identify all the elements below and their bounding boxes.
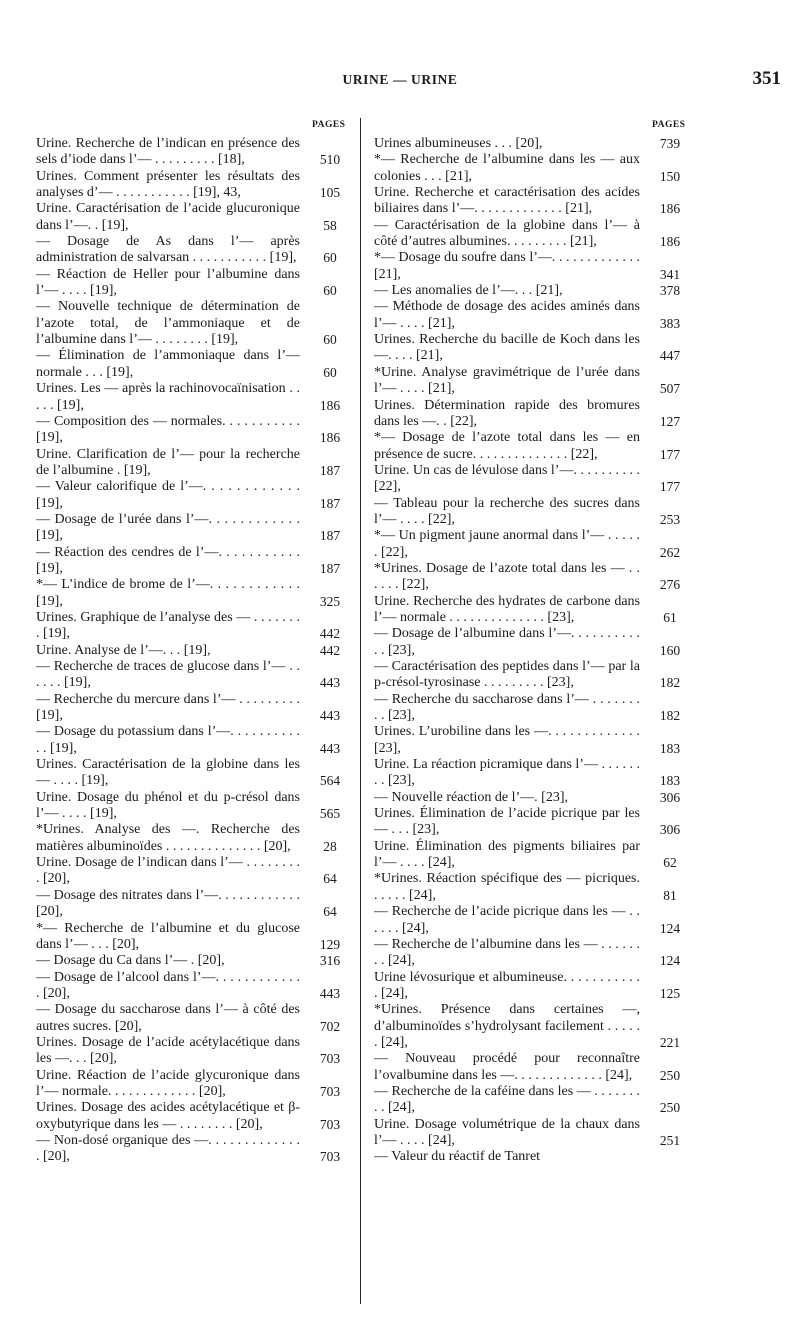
entry-text: — Dosage de l’urée dans l’—. . . . . . . . . . . . [19], (36, 511, 300, 544)
index-entry (36, 724, 350, 757)
entry-page-number: 183 (659, 740, 681, 756)
entry-page-number: 60 (323, 364, 337, 380)
entry-text: Urines. Comment présenter les résultats des analyses d’— . . . . . . . . . . . [19], 43, (36, 168, 300, 201)
entry-text: *— Dosage du soufre dans l’—. . . . . . . . . . . . . [21], (374, 250, 640, 282)
entry-page-number: 262 (659, 544, 681, 560)
index-entry (374, 299, 690, 332)
entry-page-number: 183 (659, 773, 681, 789)
entry-text: — Recherche de la caféine dans les — . . . . . . . . . [24], (374, 1083, 640, 1116)
index-entry (374, 871, 690, 904)
entry-page-number: 187 (319, 462, 341, 478)
entry-text: — Dosage de l’albumine dans l’—. . . . . . . . . . . . [23], (374, 626, 640, 658)
entry-text: Urine. Dosage de l’indican dans l’— . . . . . . . . . [20], (36, 855, 300, 887)
entry-text: Urines. Recherche du bacille de Koch dans les —. . . . [21], (374, 332, 640, 364)
index-column-right (374, 136, 690, 1166)
entry-text: — Les anomalies de l’—. . . [21], (374, 283, 563, 299)
entry-page-number: 276 (659, 577, 681, 593)
entry-text: — Nouvelle technique de détermination de l’azote total, de l’ammoniaque et de l’albumine dans l’— . . . . . . . . [19], (36, 299, 300, 348)
entry-page-number: 150 (659, 168, 681, 184)
entry-text: — Dosage de l’alcool dans l’—. . . . . . . . . . . . . [20], (36, 969, 300, 1001)
entry-page-number: 124 (659, 953, 681, 969)
index-entry (36, 512, 350, 545)
index-entry (36, 692, 350, 725)
running-title: URINE — URINE (342, 72, 458, 87)
index-entry (36, 643, 350, 659)
entry-text: Urine. Recherche et caractérisation des acides biliaires dans l’—. . . . . . . . . . . . . [21], (374, 185, 640, 217)
entry-page-number: 160 (659, 642, 681, 658)
entry-page-number: 306 (659, 822, 681, 838)
index-entry (374, 757, 690, 790)
entry-page-number: 378 (659, 283, 681, 299)
entry-page-number: 565 (319, 806, 341, 822)
index-entry (36, 577, 350, 610)
entry-page-number: 124 (659, 920, 681, 936)
entry-page-number: 129 (319, 936, 341, 952)
entry-page-number: 186 (319, 430, 341, 446)
entry-text: Urines. Graphique de l’analyse des — . . . . . . . . [19], (36, 609, 300, 642)
index-entry (374, 1117, 690, 1150)
index-entry (36, 855, 350, 888)
entry-page-number: 187 (319, 528, 341, 544)
entry-text: — Élimination de l’ammoniaque dans l’— normale . . . [19], (36, 348, 300, 380)
entry-page-number: 703 (319, 1051, 341, 1067)
index-entry (36, 234, 350, 267)
entry-page-number: 703 (319, 1083, 341, 1099)
entry-page-number: 177 (659, 446, 681, 462)
entry-page-number: 510 (319, 152, 341, 168)
entry-text: — Nouveau procédé pour reconnaître l’ovalbumine dans les —. . . . . . . . . . . . . [24], (374, 1051, 640, 1083)
entry-page-number: 60 (323, 283, 337, 299)
index-entry (374, 218, 690, 251)
entry-text: — Dosage du Ca dans l’— . [20], (36, 953, 225, 969)
entry-text: *Urines. Réaction spécifique des — picriques. . . . . . [24], (374, 871, 640, 903)
index-entry (374, 152, 690, 185)
entry-page-number: 186 (319, 397, 341, 413)
entry-page-number: 60 (323, 332, 337, 348)
entry-page-number: 58 (323, 217, 337, 233)
entry-page-number: 341 (659, 266, 681, 282)
entry-text: — Recherche de traces de glucose dans l’— . . . . . . [19], (36, 659, 300, 691)
index-entry (36, 169, 350, 202)
entry-page-number: 60 (323, 250, 337, 266)
entry-text: Urine. Recherche de l’indican en présence des sels d’iode dans l’— . . . . . . . . . [18], (36, 136, 300, 168)
entry-page-number: 443 (319, 675, 341, 691)
entry-text: — Caractérisation des peptides dans l’— par la p-crésol-tyrosinase . . . . . . . . . [23], (374, 659, 640, 691)
entry-text: Urine. Clarification de l’— pour la recherche de l’albumine . [19], (36, 446, 300, 478)
index-entry (36, 447, 350, 480)
entry-page-number: 442 (319, 642, 341, 658)
entry-page-number: 64 (323, 904, 337, 920)
entry-text: *— Dosage de l’azote total dans les — en présence de sucre. . . . . . . . . . . . . . [22], (374, 430, 640, 462)
entry-text: Urine. La réaction picramique dans l’— . . . . . . . . [23], (374, 757, 640, 789)
entry-text: — Valeur du réactif de Tanret (374, 1149, 541, 1165)
entry-page-number: 306 (659, 789, 681, 805)
entry-text: *Urines. Analyse des —. Recherche des matières albuminoïdes . . . . . . . . . . . . . . [20], (36, 822, 300, 854)
entry-page-number: 443 (319, 985, 341, 1001)
entry-text: — Recherche de l’acide picrique dans les — . . . . . . [24], (374, 904, 640, 936)
entry-text: Urine. Un cas de lévulose dans l’—. . . . . . . . . . [22], (374, 462, 640, 495)
entry-page-number: 105 (319, 185, 341, 201)
entry-page-number: 442 (319, 626, 341, 642)
index-entry (36, 790, 350, 823)
index-entry (374, 1051, 690, 1084)
entry-text: Urines. L’urobiline dans les —. . . . . . . . . . . . . [23], (374, 724, 640, 756)
entry-text: Urine. Analyse de l’—. . . [19], (36, 642, 211, 658)
entry-text: — Méthode de dosage des acides aminés dans l’— . . . . [21], (374, 299, 640, 331)
index-entry (374, 1149, 690, 1165)
entry-text: Urines. Dosage des acides acétylacétique et β-oxybutyrique dans les — . . . . . . . . [20], (36, 1100, 300, 1132)
entry-text: *— Un pigment jaune anormal dans l’— . . . . . . [22], (374, 528, 640, 560)
entry-text: Urines. Élimination de l’acide picrique par les — . . . [23], (374, 806, 640, 838)
entry-text: — Dosage des nitrates dans l’—. . . . . . . . . . . . [20], (36, 887, 300, 920)
entry-page-number: 250 (659, 1067, 681, 1083)
entry-page-number: 125 (659, 985, 681, 1001)
index-entry (374, 185, 690, 218)
entry-text: — Nouvelle réaction de l’—. [23], (374, 789, 568, 805)
entry-text: Urine. Réaction de l’acide glycuronique dans l’— normale. . . . . . . . . . . . . [20], (36, 1067, 300, 1099)
entry-page-number: 187 (319, 495, 341, 511)
entry-page-number: 28 (323, 838, 337, 854)
index-entry (36, 414, 350, 447)
entry-text: *— Recherche de l’albumine dans les — aux colonies . . . [21], (374, 152, 640, 184)
pages-column-label-right: PAGES (652, 120, 686, 130)
index-entry (36, 201, 350, 234)
entry-page-number: 61 (663, 609, 677, 625)
page-header (0, 68, 800, 92)
entry-text: — Recherche du mercure dans l’— . . . . . . . . . [19], (36, 691, 300, 724)
index-entry (374, 398, 690, 431)
entry-text: *Urine. Analyse gravimétrique de l’urée dans l’— . . . . [21], (374, 364, 640, 397)
entry-page-number: 739 (659, 136, 681, 151)
entry-page-number: 177 (659, 479, 681, 495)
entry-text: — Réaction de Heller pour l’albumine dans l’— . . . . [19], (36, 266, 300, 299)
index-entry (36, 1133, 350, 1166)
index-entry (36, 953, 350, 969)
index-entry (36, 1035, 350, 1068)
entry-page-number: 253 (659, 511, 681, 527)
index-column-left (36, 136, 350, 1166)
entry-page-number: 703 (319, 1116, 341, 1132)
entry-text: Urines albumineuses . . . [20], (374, 136, 543, 151)
index-entry (374, 594, 690, 627)
entry-page-number: 62 (663, 855, 677, 871)
index-entry (36, 1100, 350, 1133)
index-entry (374, 136, 690, 152)
entry-text: *Urines. Dosage de l’azote total dans les — . . . . . . [22], (374, 560, 640, 593)
index-entry (374, 365, 690, 398)
entry-text: Urine lévosurique et albumineuse. . . . . . . . . . . . [24], (374, 969, 640, 1001)
index-entry (36, 757, 350, 790)
index-entry (374, 332, 690, 365)
entry-text: Urines. Les — après la rachinovocaïnisation . . . . . [19], (36, 381, 300, 413)
entry-page-number: 447 (659, 348, 681, 364)
index-entry (374, 283, 690, 299)
entry-page-number: 251 (659, 1132, 681, 1148)
entry-text: — Recherche de l’albumine dans les — . . . . . . . . [24], (374, 936, 640, 969)
entry-page-number: 325 (319, 593, 341, 609)
entry-page-number: 443 (319, 708, 341, 724)
entry-page-number: 187 (319, 560, 341, 576)
index-entry (36, 381, 350, 414)
entry-page-number: 564 (319, 773, 341, 789)
index-entry (374, 250, 690, 283)
page-number: 351 (752, 68, 781, 89)
entry-page-number: 703 (319, 1149, 341, 1165)
column-divider (360, 118, 361, 1304)
index-entry (374, 724, 690, 757)
index-entry (36, 545, 350, 578)
entry-text: — Non-dosé organique des —. . . . . . . . . . . . . . [20], (36, 1132, 300, 1165)
entry-page-number: 182 (659, 708, 681, 724)
index-entry (36, 479, 350, 512)
entry-page-number: 250 (659, 1100, 681, 1116)
entry-text: Urines. Dosage de l’acide acétylacétique dans les —. . . [20], (36, 1034, 300, 1067)
entry-page-number: 127 (659, 413, 681, 429)
index-entry (374, 904, 690, 937)
entry-text: — Réaction des cendres de l’—. . . . . . . . . . . [19], (36, 544, 300, 576)
index-entry (36, 1068, 350, 1101)
entry-page-number: 702 (319, 1018, 341, 1034)
index-entry (374, 430, 690, 463)
index-entry (374, 790, 690, 806)
entry-text: Urine. Caractérisation de l’acide glucuronique dans l’—. . [19], (36, 201, 300, 233)
entry-text: — Tableau pour la recherche des sucres dans l’— . . . . [22], (374, 495, 640, 527)
entry-page-number: 221 (659, 1034, 681, 1050)
index-entry (36, 921, 350, 954)
entry-page-number: 186 (659, 234, 681, 250)
index-entry (374, 806, 690, 839)
index-entry (36, 348, 350, 381)
index-entry (374, 692, 690, 725)
index-entry (374, 496, 690, 529)
entry-page-number: 182 (659, 675, 681, 691)
entry-text: Urine. Élimination des pigments biliaires par l’— . . . . [24], (374, 838, 640, 871)
index-entry (374, 659, 690, 692)
index-entry (374, 839, 690, 872)
index-entry (374, 1084, 690, 1117)
index-entry (36, 659, 350, 692)
index-entry (374, 937, 690, 970)
entry-page-number: 507 (659, 381, 681, 397)
entry-text: Urine. Dosage volumétrique de la chaux dans l’— . . . . [24], (374, 1116, 640, 1148)
index-entry (36, 888, 350, 921)
index-entry (374, 561, 690, 594)
entry-text: Urine. Dosage du phénol et du p-crésol dans l’— . . . . [19], (36, 789, 300, 822)
index-entry (36, 136, 350, 169)
index-entry (374, 528, 690, 561)
index-entry (36, 822, 350, 855)
entry-text: — Dosage du saccharose dans l’— à côté des autres sucres. [20], (36, 1002, 300, 1034)
entry-text: — Recherche du saccharose dans l’— . . . . . . . . . [23], (374, 691, 640, 724)
entry-text: *Urines. Présence dans certaines —, d’albuminoïdes s’hydrolysant facilement . . . . . . [24], (374, 1002, 640, 1050)
index-entry (374, 970, 690, 1003)
index-entry (36, 970, 350, 1003)
index-entry (374, 1002, 690, 1051)
entry-text: Urines. Caractérisation de la globine dans les — . . . . [19], (36, 757, 300, 789)
entry-page-number: 316 (319, 953, 341, 969)
index-entry (36, 610, 350, 643)
pages-column-label-left: PAGES (312, 120, 346, 130)
index-entry (36, 1002, 350, 1035)
entry-page-number: 81 (663, 887, 677, 903)
entry-text: Urines. Détermination rapide des bromures dans les —. . [22], (374, 397, 640, 429)
entry-text: — Dosage du potassium dans l’—. . . . . . . . . . . . [19], (36, 724, 300, 756)
entry-page-number: 64 (323, 871, 337, 887)
index-entry (374, 463, 690, 496)
entry-text: *— Recherche de l’albumine et du glucose dans l’— . . . [20], (36, 920, 300, 952)
entry-text: Urine. Recherche des hydrates de carbone dans l’— normale . . . . . . . . . . . . . . [23], (374, 593, 640, 625)
index-entry (36, 267, 350, 300)
index-entry (374, 626, 690, 659)
entry-text: — Valeur calorifique de l’—. . . . . . . . . . . . [19], (36, 479, 300, 511)
entry-text: — Dosage de As dans l’— après administration de salvarsan . . . . . . . . . . . [19], (36, 234, 300, 266)
entry-page-number: 186 (659, 201, 681, 217)
entry-text: — Caractérisation de la globine dans l’— à côté d’autres albumines. . . . . . . . . [21], (374, 217, 640, 250)
index-entry (36, 299, 350, 348)
entry-page-number: 383 (659, 315, 681, 331)
entry-text: — Composition des — normales. . . . . . . . . . . [19], (36, 413, 300, 446)
entry-page-number: 443 (319, 740, 341, 756)
entry-text: *— L’indice de brome de l’—. . . . . . . . . . . . [19], (36, 577, 300, 609)
